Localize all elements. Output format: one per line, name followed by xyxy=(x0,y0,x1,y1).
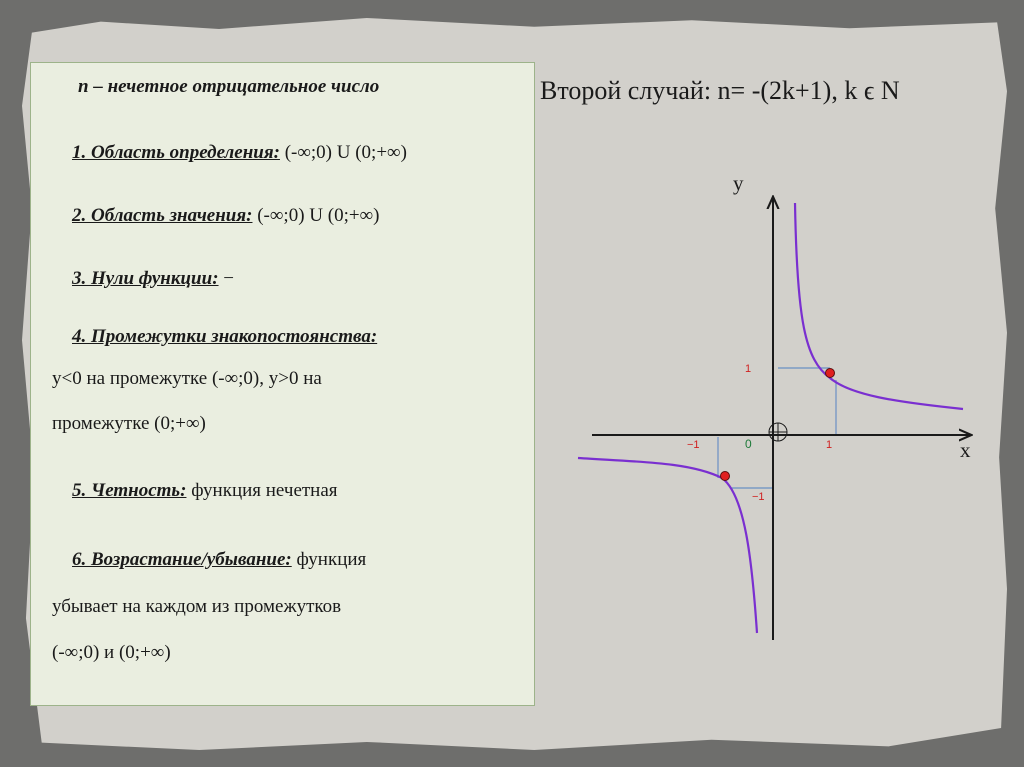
tick-label-x-neg: −1 xyxy=(687,439,700,451)
hyperbola-branch-positive xyxy=(795,203,963,409)
tick-label-y-neg: −1 xyxy=(752,491,765,503)
slide-title: Второй случай: n= -(2k+1), k ϵ N xyxy=(540,76,900,105)
point-negative xyxy=(721,472,730,481)
item-domain-head: 1. Область определения: xyxy=(72,142,280,163)
y-axis-label: y xyxy=(733,171,744,195)
tick-label-x-pos: 1 xyxy=(826,439,833,451)
item-monotonic-head: 6. Возрастание/убывание: xyxy=(72,549,292,570)
hyperbola-branch-negative xyxy=(578,458,757,633)
item-sign-head-text: 4. Промежутки знакопостоянства: xyxy=(72,326,378,347)
item-domain-text: (-∞;0) U (0;+∞) xyxy=(279,142,407,163)
item-parity-text: функция нечетная xyxy=(186,480,338,501)
item-sign-line2: промежутке (0;+∞) xyxy=(52,413,206,434)
item-range-head: 2. Область значения: xyxy=(72,205,253,226)
origin-label: 0 xyxy=(745,437,752,451)
item-parity-head: 5. Четность: xyxy=(72,480,187,501)
item-range-text: (-∞;0) U (0;+∞) xyxy=(252,205,380,226)
item-monotonic-text: функция xyxy=(291,549,367,570)
point-positive xyxy=(826,369,835,378)
panel-heading: n – нечетное отрицательное число xyxy=(78,76,380,97)
tick-label-y-pos: 1 xyxy=(745,363,752,375)
item-zeros-text: − xyxy=(218,268,234,289)
item-sign-line1: у<0 на промежутке (-∞;0), у>0 на xyxy=(52,368,322,389)
x-axis-label: x xyxy=(960,438,971,462)
item-monotonic-line1: убывает на каждом из промежутков xyxy=(52,596,342,617)
item-monotonic-line2: (-∞;0) и (0;+∞) xyxy=(52,642,171,663)
item-zeros-head: 3. Нули функции: xyxy=(72,268,219,289)
